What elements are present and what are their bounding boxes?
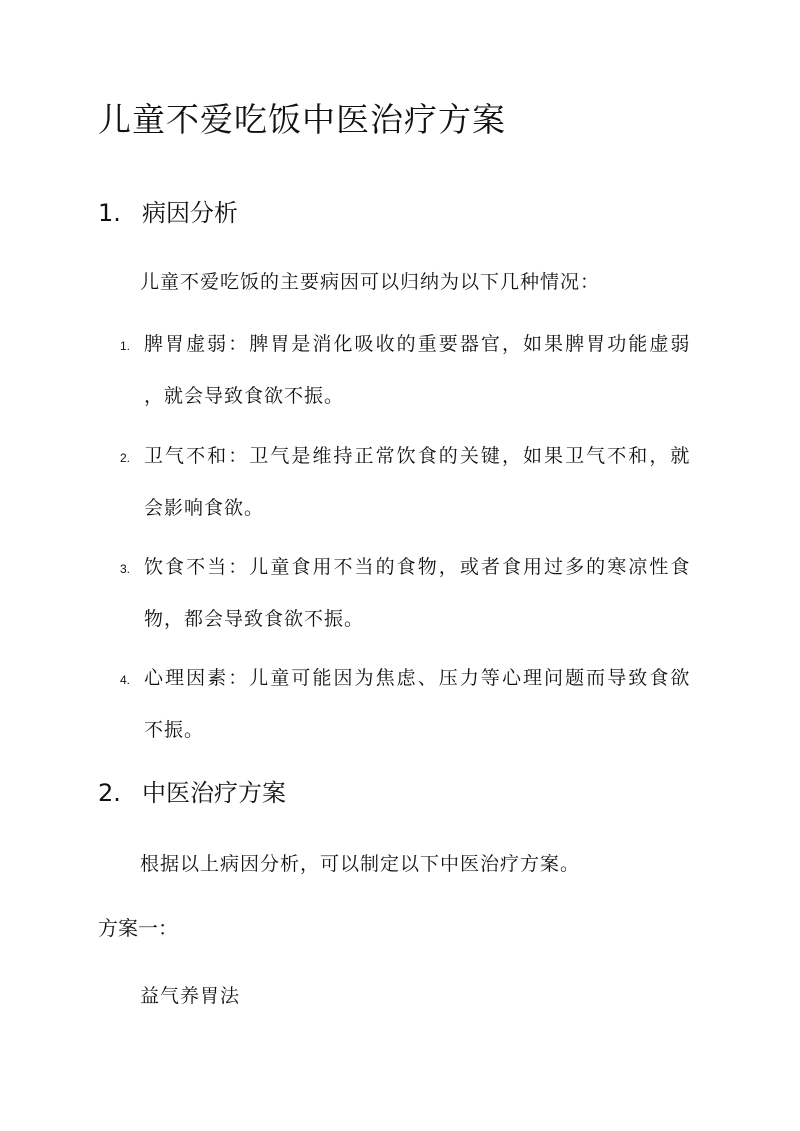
section-number: 1.	[98, 199, 121, 227]
plan-label: 方案一：	[98, 916, 178, 940]
list-item-number: 4.	[120, 673, 131, 687]
list-item-text-line2: 不振。	[144, 719, 205, 741]
section-title: 中医治疗方案	[142, 779, 286, 807]
list-item-text-line1: 卫气不和：卫气是维持正常饮食的关键，如果卫气不和，就	[144, 445, 690, 467]
list-item-number: 3.	[120, 562, 131, 576]
list-item-number: 1.	[120, 339, 131, 353]
list-item-text-line2: ，就会导致食欲不振。	[144, 385, 345, 407]
list-item-text-line2: 会影响食欲。	[144, 497, 265, 519]
section-heading-tcm-treatment	[98, 776, 286, 810]
list-item-text-line1: 饮食不当：儿童食用不当的食物，或者食用过多的寒凉性食	[144, 556, 690, 578]
section-heading-cause-analysis	[98, 196, 238, 230]
list-item-number: 2.	[120, 451, 131, 465]
section2-intro-paragraph: 根据以上病因分析，可以制定以下中医治疗方案。	[140, 853, 581, 875]
list-item-text-line2: 物，都会导致食欲不振。	[144, 608, 365, 630]
document-title: 儿童不爱吃饭中医治疗方案	[98, 100, 506, 139]
section-number: 2.	[98, 779, 121, 807]
section-title: 病因分析	[142, 199, 238, 227]
section1-intro-paragraph: 儿童不爱吃饭的主要病因可以归纳为以下几种情况：	[140, 271, 601, 293]
list-item-text-line1: 心理因素：儿童可能因为焦虑、压力等心理问题而导致食欲	[144, 667, 690, 689]
plan-method: 益气养胃法	[140, 985, 241, 1007]
list-item-text-line1: 脾胃虚弱：脾胃是消化吸收的重要器官，如果脾胃功能虚弱	[144, 333, 690, 355]
